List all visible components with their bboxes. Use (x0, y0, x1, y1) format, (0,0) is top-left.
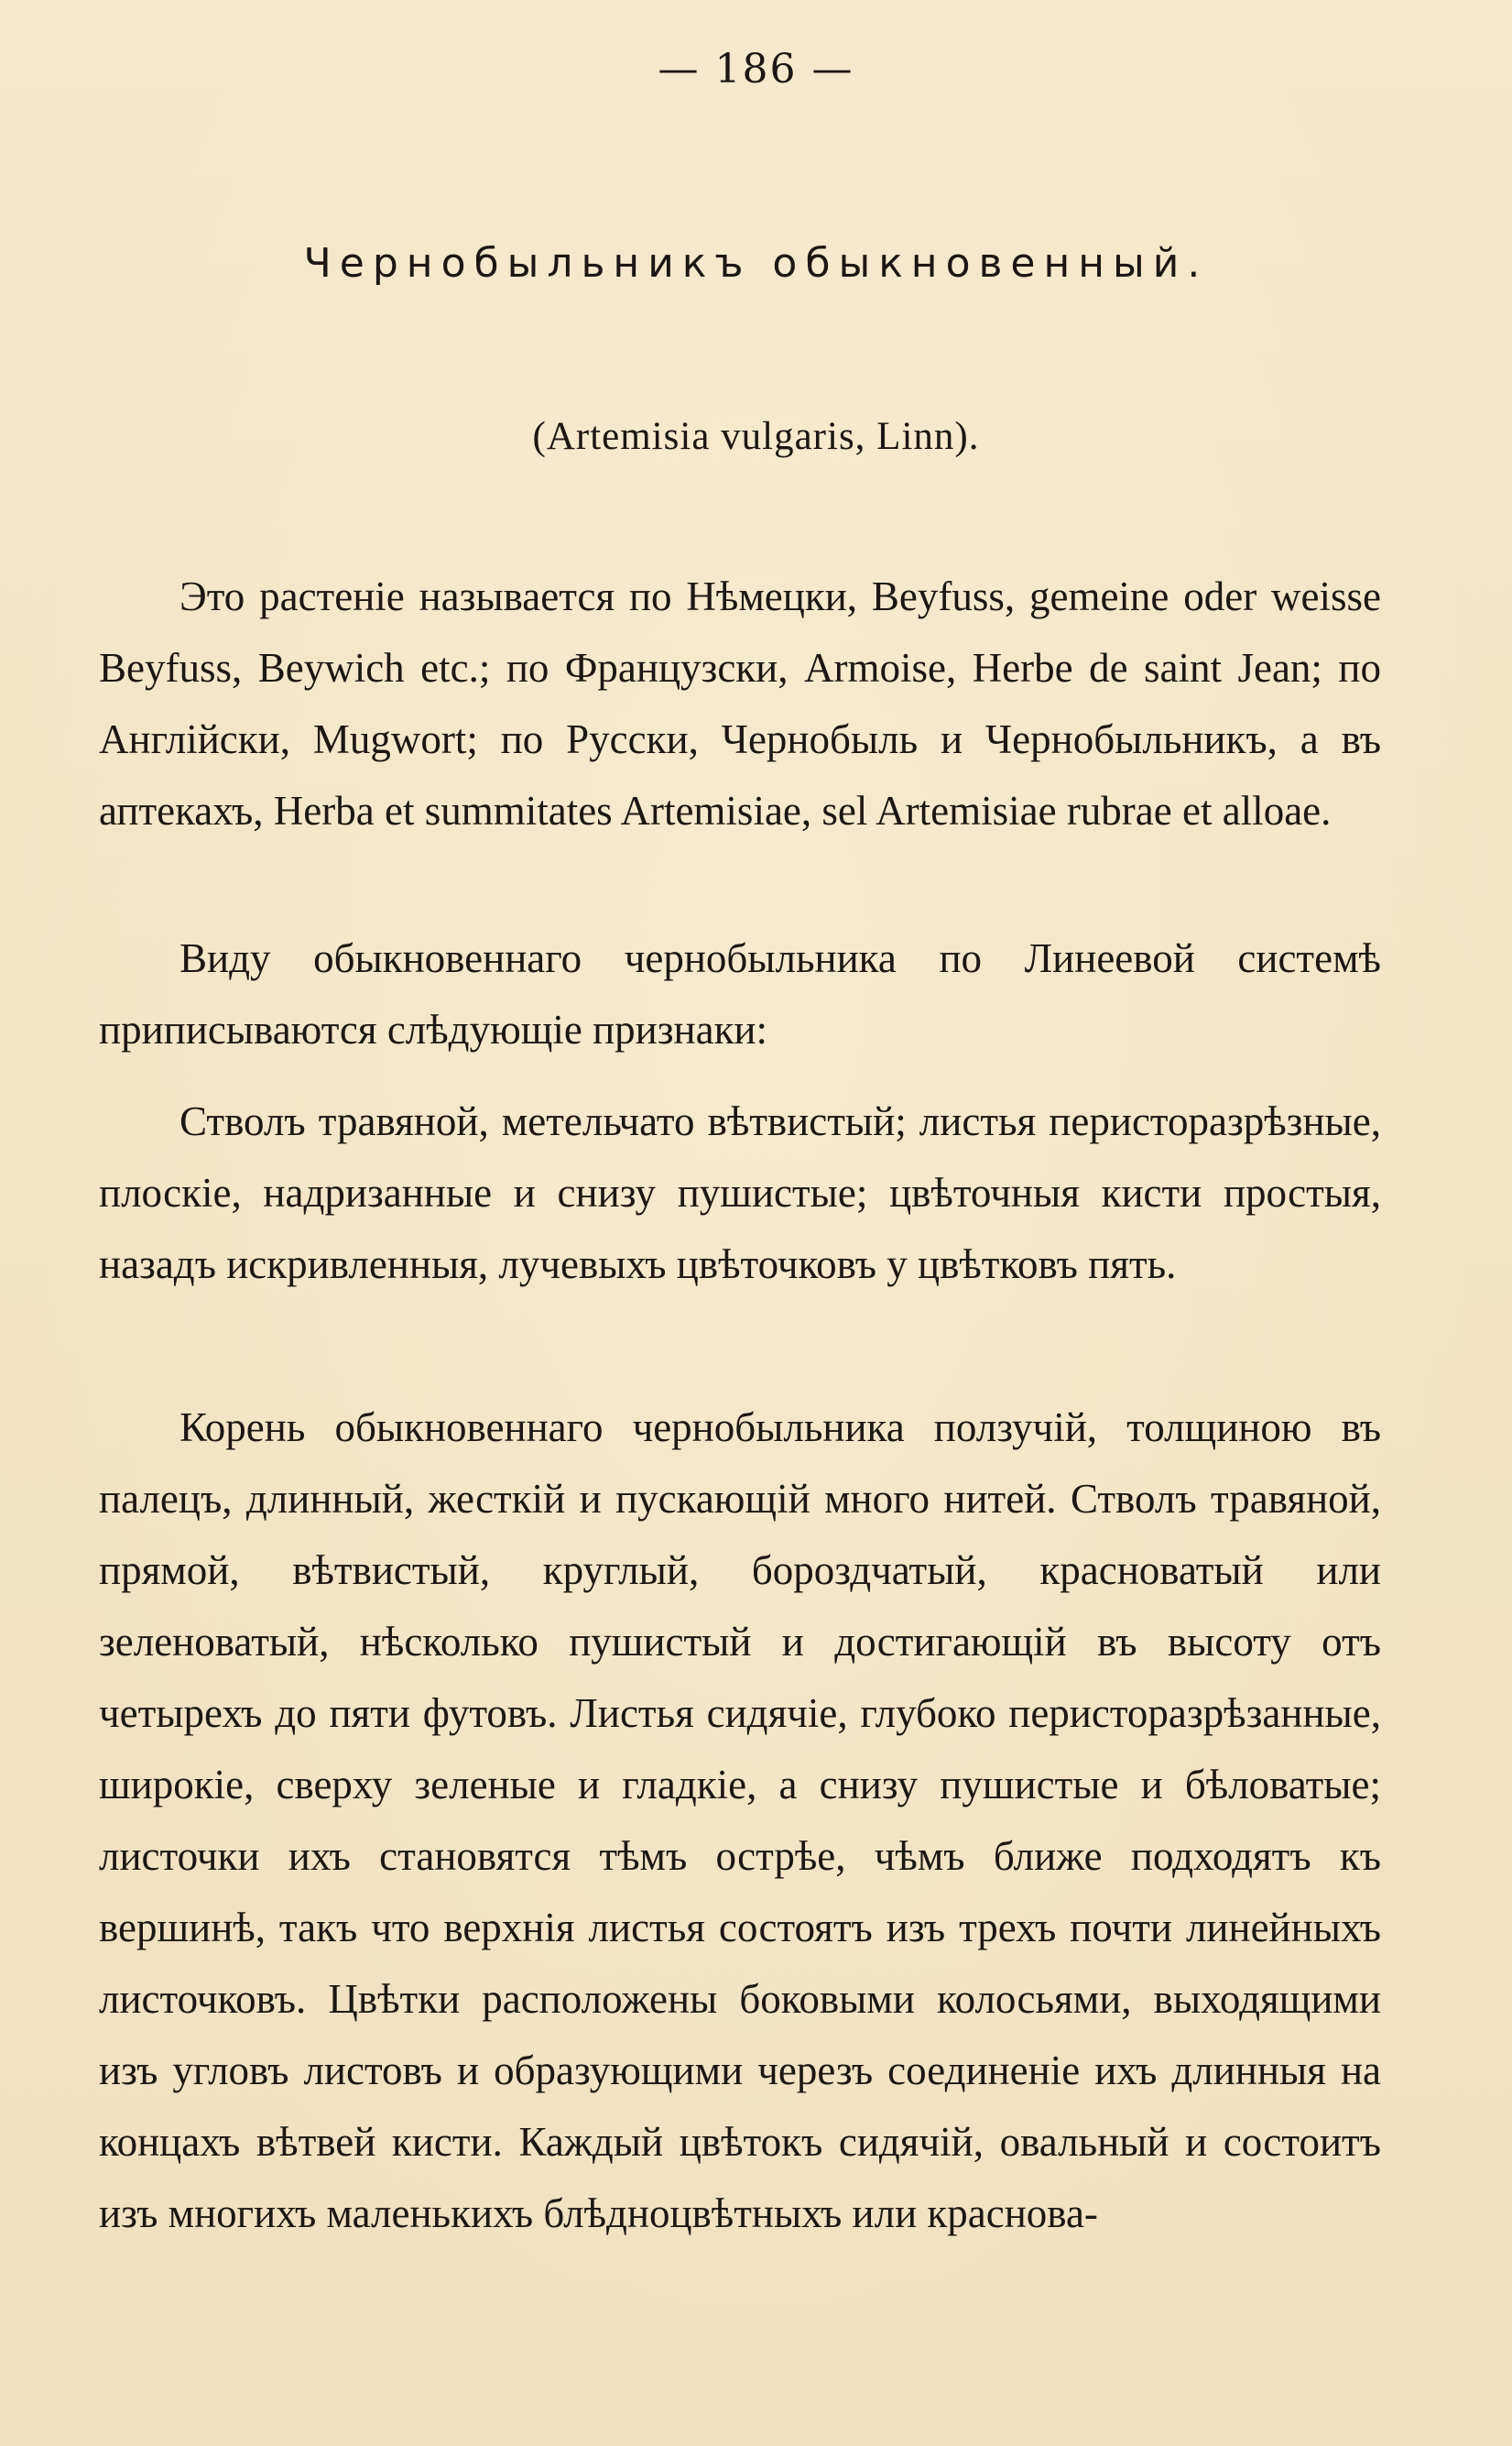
paragraph-text: Стволъ травяной, метельчато вѣтвистый; листья перисторазрѣзные, плоскіе, надризанные и снизу пушистые; цвѣточныя кисти простыя, назадъ искривленныя, лучевыхъ цвѣточковъ у цвѣтковъ пять. (99, 1098, 1381, 1287)
paragraph-text: Виду обыкновеннаго чернобыльника по Линеевой системѣ приписываются слѣдующіе признаки: (99, 935, 1381, 1053)
section-title: Чернобыльникъ обыкновенный. (303, 240, 1209, 287)
paragraph-linnaean-intro (99, 923, 1381, 1065)
page-number: — 186 — (658, 46, 854, 93)
paragraph-text: Корень обыкновеннаго чернобыльника ползучій, толщиною въ палецъ, длинный, жесткій и пускающій много нитей. Стволъ травяной, прямой, вѣтвистый, круглый, бороздчатый, красноватый или зеленоватый, нѣсколько пушистый и достигающій въ высоту отъ четырехъ до пяти футовъ. Листья сидячіе, глубоко перисторазрѣзанные, широкіе, сверху зеленые и гладкіе, а снизу пушистые и бѣловатые; листочки ихъ становятся тѣмъ острѣе, чѣмъ ближе подходятъ къ вершинѣ, такъ что верхнія листья состоятъ изъ трехъ почти линейныхъ листочковъ. Цвѣтки расположены боковыми колосьями, выходящими изъ угловъ листовъ и образующими черезъ соединеніе ихъ длинныя на концахъ вѣтвей кисти. Каждый цвѣтокъ сидячій, овальный и состоитъ изъ многихъ маленькихъ блѣдноцвѣтныхъ или краснова- (99, 1404, 1381, 2236)
paragraph-text: Это растеніе называется по Нѣмецки, Beyfuss, gemeine oder weisse Beyfuss, Beywich etc.; по Французски, Armoise, Herbe de saint Jean; по Англійски, Mugwort; по Русски, Чернобыль и Чернобыльникъ, а въ аптекахъ, Herba et summitates Artemisiae, sel Artemisiae rubrae et alloae. (99, 573, 1381, 834)
latin-name: (Artemisia vulgaris, Linn). (532, 415, 980, 458)
paragraph-names (99, 561, 1381, 846)
paragraph-characteristics (99, 1086, 1381, 1300)
paragraph-description (99, 1392, 1381, 2249)
